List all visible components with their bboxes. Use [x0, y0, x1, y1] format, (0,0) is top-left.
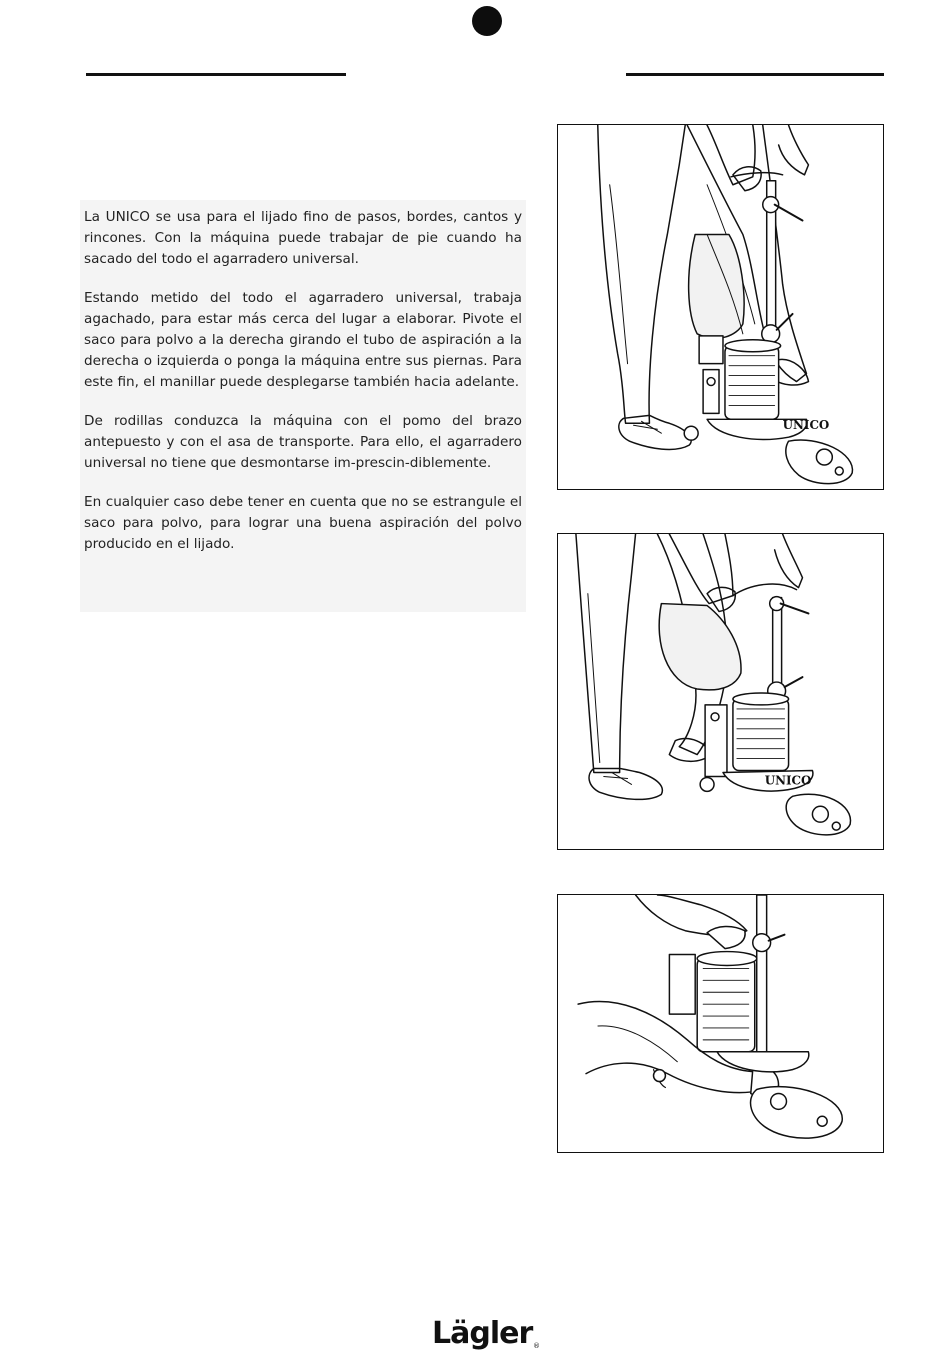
brand-logo: Lägler [432, 1316, 533, 1351]
standing-illustration [558, 125, 883, 489]
figure-kneeling-operation [557, 894, 884, 1153]
header-rule-left [86, 73, 346, 76]
figure-crouching-operation [557, 533, 884, 850]
kneeling-illustration [558, 895, 883, 1152]
machine-brand-label: UNICO [764, 773, 812, 788]
crouching-illustration [558, 534, 883, 849]
paragraph-standing: La UNICO se usa para el lijado fino de pasos, bordes, cantos y rincones. Con la máquina puede trabajar de pie cuando ha sacado del todo el agarradero universal. [84, 209, 522, 267]
header-rule-right [626, 73, 884, 76]
page-marker-dot [472, 6, 502, 36]
registered-mark: ® [533, 1342, 540, 1350]
paragraph-crouching: Estando metido del todo el agarradero universal, trabaja agachado, para estar más cerca del lugar a elaborar. Pivote el saco para polvo a la derecha girando el tubo de aspiración a la derecha o izquierda o ponga la máquina entre sus piernas. Para este fin, el manillar puede desplegarse también hacia adelante. [84, 290, 522, 390]
instruction-text [80, 200, 526, 612]
paragraph-kneeling: De rodillas conduzca la máquina con el pomo del brazo antepuesto y con el asa de transporte. Para ello, el agarradero universal no tiene que desmontarse im-prescin-diblemente. [84, 413, 522, 471]
figure-standing-operation [557, 124, 884, 490]
paragraph-dust-bag: En cualquier caso debe tener en cuenta que no se estrangule el saco para polvo, para lograr una buena aspiración del polvo producido en el lijado. [84, 494, 522, 552]
machine-brand-label: UNICO [782, 418, 830, 433]
